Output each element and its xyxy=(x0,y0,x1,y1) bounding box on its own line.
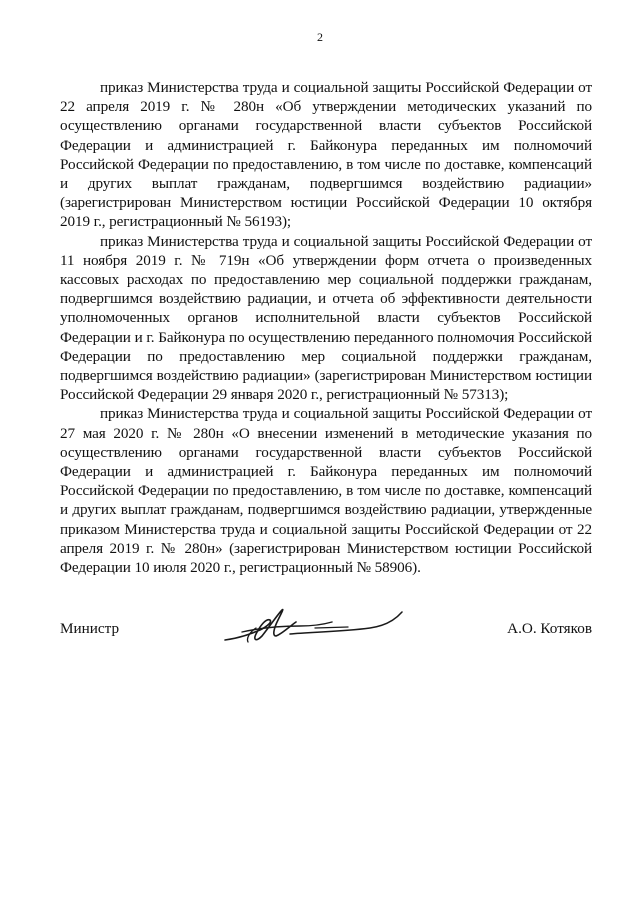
paragraph-order-280n: приказ Министерства труда и социальной защиты Российской Федерации от 22 апреля 2019 г. № 280н «Об утверждении методических указаний по осуществлению органами государственной власти субъектов Российской Федерации и администрацией г. Байконура переданных им полномочий Российской Федерации по предоставлению, в том числе по доставке, компенсаций и других выплат гражданам, подвергшимся воздействию радиации» (зарегистрирован Министерством юстиции Российской Федерации 10 октября 2019 г., регистрационный № 56193); xyxy=(60,79,592,231)
signature-block xyxy=(60,598,592,658)
page-number: 2 xyxy=(317,30,323,44)
document-body xyxy=(60,78,592,577)
paragraph-order-280n-amendment: приказ Министерства труда и социальной защиты Российской Федерации от 27 мая 2020 г. № 280н «О внесении изменений в методические указания по осуществлению органами государственной власти субъектов Российской Федерации и администрацией г. Байконура переданных им полномочий Российской Федерации по предоставлению, в том числе по доставке, компенсаций и других выплат гражданам, подвергшимся воздействию радиации, утвержденные приказом Министерства труда и социальной защиты Российской Федерации от 22 апреля 2019 г. № 280н» (зарегистрирован Министерством юстиции Российской Федерации 10 июля 2020 г., регистрационный № 58906). xyxy=(60,405,592,577)
handwritten-signature xyxy=(220,598,410,653)
paragraph-order-719n: приказ Министерства труда и социальной защиты Российской Федерации от 11 ноября 2019 г. № 719н «Об утверждении форм отчета о произведенных кассовых расходах по предоставлению мер социальной поддержки гражданам, подвергшимся воздействию радиации, и отчета об эффективности деятельности уполномоченных органов исполнительной власти субъектов Российской Федерации и г. Байконура по осуществлению переданного полномочия Российской Федерации по предоставлению мер социальной поддержки гражданам, подвергшимся воздействию радиации» (зарегистрирован Министерством юстиции Российской Федерации 29 января 2020 г., регистрационный № 57313); xyxy=(60,232,592,404)
signatory-name: А.О. Котяков xyxy=(507,620,592,637)
signatory-title: Министр xyxy=(60,620,120,637)
